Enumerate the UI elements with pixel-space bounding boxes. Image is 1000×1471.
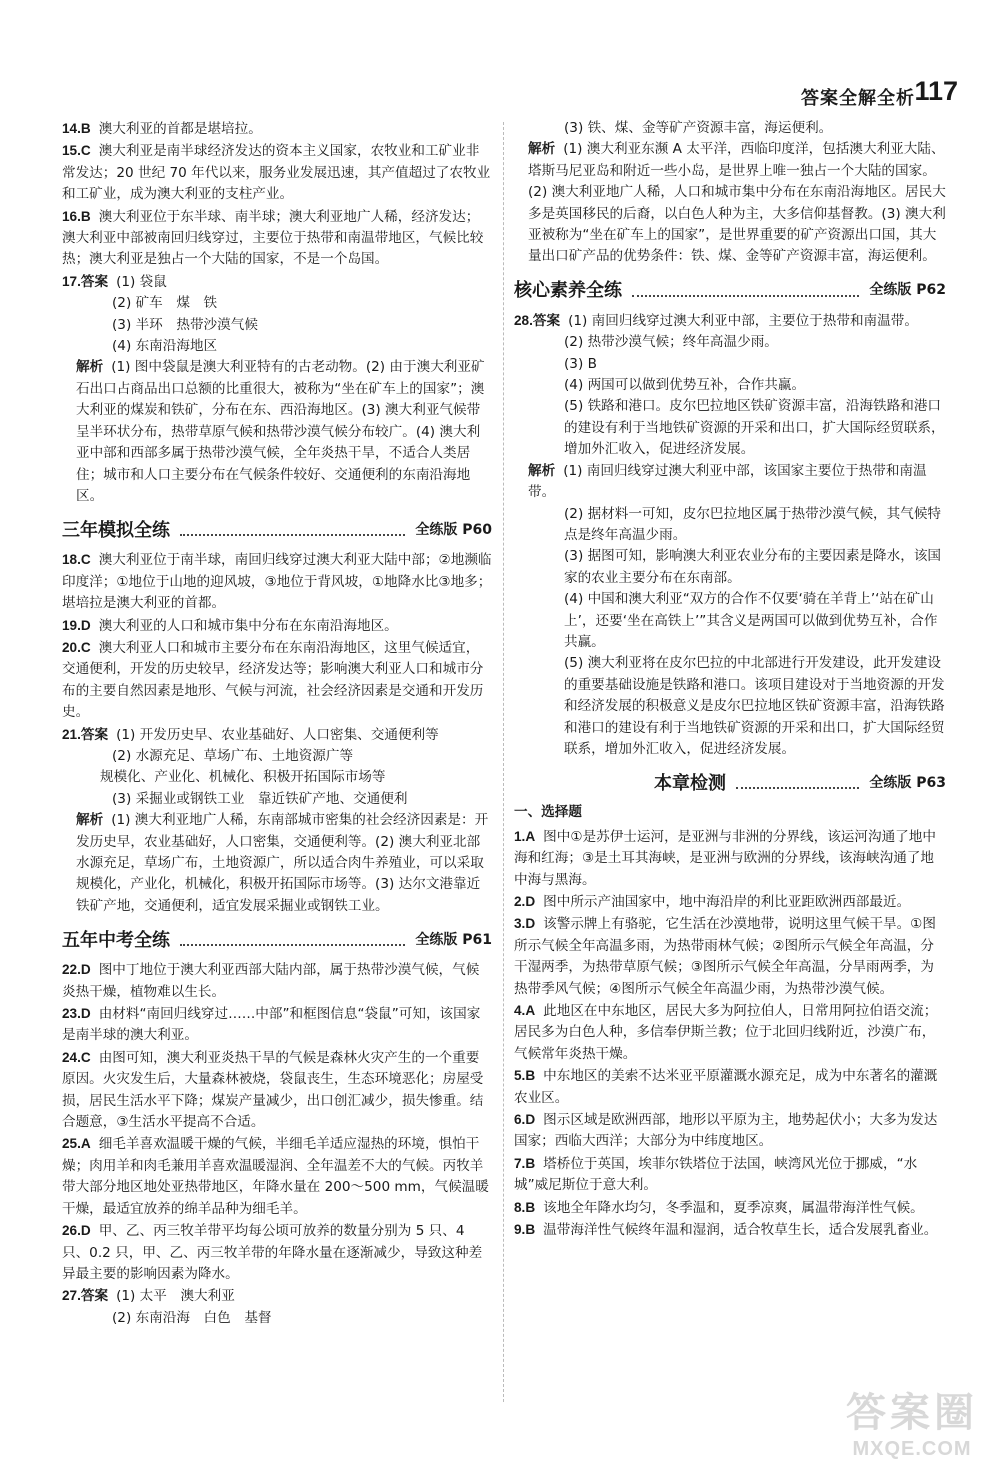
answer-6: 6.D 图示区域是欧洲西部，地形以平原为主，地势起伏小；大多为发达国家；西临大西洋；大部分为中纬度地区。 [514,1112,938,1150]
watermark-text: 答案圈 [846,1390,978,1436]
answer-21: 21.答案 (1) 开发历史早、农业基础好、人口密集、交通便利等 [62,726,439,743]
answer-26: 26.D 甲、乙、丙三牧羊带平均每公顷可放养的数量分别为 5 只、4 只、0.2 只，甲、乙、丙三牧羊带的年降水量在逐渐减少，导致这种差异最主要的影响因素为降水。 [62,1223,483,1282]
column-divider [503,122,504,1402]
analysis-28-4: (4) 中国和澳大利亚“双方的合作不仅要‘骑在羊背上’‘站在矿山上’，还要‘坐在高铁上’”其含义是两国可以做到优势互补，合作共赢。 [564,591,938,650]
answer-25: 25.A 细毛羊喜欢温暖干燥的气候，半细毛羊适应湿热的环境，惧怕干燥；肉用羊和肉毛兼用羊喜欢温暖湿润、全年温差不大的气候。丙牧羊带大部分地区地处亚热带地区，年降水量在 200～500 mm，气候温暖干燥，最适宜放养的绵羊品种为细毛羊。 [62,1136,489,1217]
answer-14: 14.B 澳大利亚的首都是堪培拉。 [62,121,262,137]
analysis-28-2: (2) 据材料一可知，皮尔巴拉地区属于热带沙漠气候，其气候特点是终年高温少雨。 [564,505,942,543]
right-column [514,118,946,1242]
analysis-17: 解析 (1) 图中袋鼠是澳大利亚特有的古老动物。(2) 由于澳大利亚矿石出口占商品出口总额的比重很大，被称为“坐在矿车上的国家”；澳大利亚的煤炭和铁矿，分布在东、西沿海地区。(3) 澳大利亚气候带呈半环状分布，热带草原气候和热带沙漠气候分布较广。(4) 澳大利亚中部和西部多属于热带沙漠气候，全年炎热干旱，不适合人类居住；城市和人口主要分布在气候条件较好、交通便利的东南沿海地区。 [76,359,485,504]
answer-22: 22.D 图中丁地位于澳大利亚西部大陆内部，属于热带沙漠气候，气候炎热干燥，植物难以生长。 [62,962,480,1000]
answer-28: 28.答案 (1) 南回归线穿过澳大利亚中部，主要位于热带和南温带。 [514,312,918,329]
answer-28-2: (2) 热带沙漠气候；终年高温少雨。 [564,334,778,351]
answer-23: 23.D 由材料“南回归线穿过……中部”和框图信息“袋鼠”可知，该国家是南半球的澳大利亚。 [62,1006,481,1044]
answer-24: 24.C 由图可知，澳大利亚炎热干旱的气候是森林火灾产生的一个重要原因。火灾发生后，大量森林被烧，袋鼠丧生，生态环境恶化；房屋受损，居民生活水平下降；煤炭产量减少，出口创汇减少，损失惨重。结合题意，③生活水平提高不合适。 [62,1049,484,1131]
analysis-27: 解析 (1) 澳大利亚东濒 A 太平洋，西临印度洋，包括澳大利亚大陆、塔斯马尼亚岛和附近一些小岛，是世界上唯一独占一个大陆的国家。(2) 澳大利亚地广人稀，人口和城市集中分布在东南沿海地区。居民大多是英国移民的后裔，以白色人种为主，大多信仰基督教。(3) 澳大利亚被称为“坐在矿车上的国家”，是世界重要的矿产资源出口国，其大量出口矿产品的优势条件：铁、煤、金等矿产资源丰富，海运便利。 [528,141,946,265]
watermark-logo [846,1381,978,1461]
answer-19: 19.D 澳大利亚的人口和城市集中分布在东南沿海地区。 [62,617,398,634]
answer-20: 20.C 澳大利亚人口和城市主要分布在东南沿海地区，这里气候适宜，交通便利，开发的历史较早，经济发达等；影响澳大利亚人口和城市分布的主要自然因素是地形、气候与河流，社会经济因素是交通和开发历史。 [62,639,484,721]
answer-27: 27.答案 (1) 太平 澳大利亚 [62,1288,235,1305]
answer-7: 7.B 塔桥位于英国，埃菲尔铁塔位于法国，峡湾风光位于挪威，“水城”威尼斯位于意大利。 [514,1155,918,1194]
page-header [0,0,1000,118]
answer-27-3: (3) 铁、煤、金等矿产资源丰富，海运便利。 [564,120,833,136]
analysis-28-5: (5) 澳大利亚将在皮尔巴拉的中北部进行开发建设，此开发建设的重要基础设施是铁路和港口。该项目建设对于当地资源的开发和经济发展的积极意义是皮尔巴拉地区铁矿资源丰富，沿海铁路和港口的建设有利于当地铁矿资源的开采和出口，扩大国际经贸联系，增加外汇收入，促进经济发展。 [564,655,945,757]
analysis-28: 解析 (1) 南回归线穿过澳大利亚中部，该国家主要位于热带和南温带。 [528,462,927,501]
answer-16: 16.B 澳大利亚位于东半球、南半球；澳大利亚地广人稀，经济发达；澳大利亚中部被南回归线穿过，主要位于热带和南温带地区，气候比较热；澳大利亚是独占一个大陆的国家，不是一个岛国。 [62,208,484,268]
left-column [62,118,492,1329]
answer-17: 17.答案 (1) 袋鼠 [62,273,167,290]
answer-17-3: (3) 半环 热带沙漠气候 [112,316,258,333]
answer-8: 8.B 该地全年降水均匀，冬季温和，夏季凉爽，属温带海洋性气候。 [514,1199,924,1216]
answer-28-4: (4) 两国可以做到优势互补，合作共赢。 [564,377,806,394]
answer-4: 4.A 此地区在中东地区，居民大多为阿拉伯人，日常用阿拉伯语交流；居民多为白色人种，多信奉伊斯兰教；位于北回归线附近，沙漠广布，气候常年炎热干燥。 [514,1003,938,1062]
answer-5: 5.B 中东地区的美索不达米亚平原灌溉水源充足，成为中东著名的灌溉农业区。 [514,1068,938,1106]
answer-1: 1.A 图中①是苏伊士运河，是亚洲与非洲的分界线，该运河沟通了地中海和红海；③是土耳其海峡，是亚洲与欧洲的分界线，该海峡沟通了地中海与黑海。 [514,828,936,888]
answer-3: 3.D 该警示牌上有骆驼，它生活在沙漠地带，说明这里气候干旱。①图所示气候全年高温多雨，为热带雨林气候；②图所示气候全年高温，分干湿两季，为热带草原气候；③图所示气候全年高温，分旱雨两季，为热带季风气候；④图所示气候全年高温少雨，为热带沙漠气候。 [514,916,936,997]
answer-9: 9.B 温带海洋性气候终年温和湿润，适合牧草生长，适合发展乳畜业。 [514,1222,938,1239]
answer-28-5: (5) 铁路和港口。皮尔巴拉地区铁矿资源丰富，沿海铁路和港口的建设有利于当地铁矿资源的开采和出口，扩大国际经贸联系，增加外汇收入，促进经济发展。 [564,398,945,458]
section-wunian: 五年中考全练 全练版 P61 [62,929,492,951]
answer-17-2: (2) 矿车 煤 铁 [112,295,218,312]
answer-21-2: (2) 水源充足、草场广布、土地资源广等 [112,747,354,764]
answer-27-2: (2) 东南沿海 白色 基督 [112,1309,272,1326]
answer-18: 18.C 澳大利亚位于南半球，南回归线穿过澳大利亚大陆中部；②地濒临印度洋；①地位于山地的迎风坡，③地位于背风坡，①地降水比③地多；堪培拉是澳大利亚的首都。 [62,552,492,612]
subheading-choice: 一、选择题 [514,804,582,821]
analysis-21: 解析 (1) 澳大利亚地广人稀，东南部城市密集的社会经济因素是：开发历史早，农业基础好，人口密集，交通便利等。(2) 澳大利亚北部水源充足，草场广布，土地资源广，所以适合肉牛养殖业，可以采取规模化，产业化，机械化，积极开拓国际市场等。(3) 达尔文港靠近铁矿产地，交通便利，适宜发展采掘业或钢铁工业。 [76,812,489,914]
section-sannian: 三年模拟全练 全练版 P60 [62,519,492,541]
watermark-url: MXQE.COM [852,1438,972,1460]
answer-2: 2.D 图中所示产油国家中，地中海沿岸的利比亚距欧洲西部最近。 [514,894,911,910]
answer-28-3: (3) B [564,355,597,372]
answer-21-3: (3) 采掘业或钢铁工业 靠近铁矿产地、交通便利 [112,790,408,807]
page-number: 117 [914,76,958,106]
section-benzhang: 本章检测 全练版 P63 [654,772,946,794]
answer-21-2b: 规模化、产业化、机械化、积极开拓国际市场等 [100,769,386,786]
header-title: 答案全解全析 [801,88,915,109]
answer-17-4: (4) 东南沿海地区 [112,338,218,355]
answer-15: 15.C 澳大利亚是南半球经济发达的资本主义国家，农牧业和工矿业非常发达；20 世纪 70 年代以来，服务业发展迅速，其产值超过了农牧业和工矿业，成为澳大利亚的支柱产业。 [62,143,491,203]
section-hexin: 核心素养全练 全练版 P62 [514,280,946,302]
analysis-28-3: (3) 据图可知，影响澳大利亚农业分布的主要因素是降水，该国家的农业主要分布在东南部。 [564,548,942,586]
